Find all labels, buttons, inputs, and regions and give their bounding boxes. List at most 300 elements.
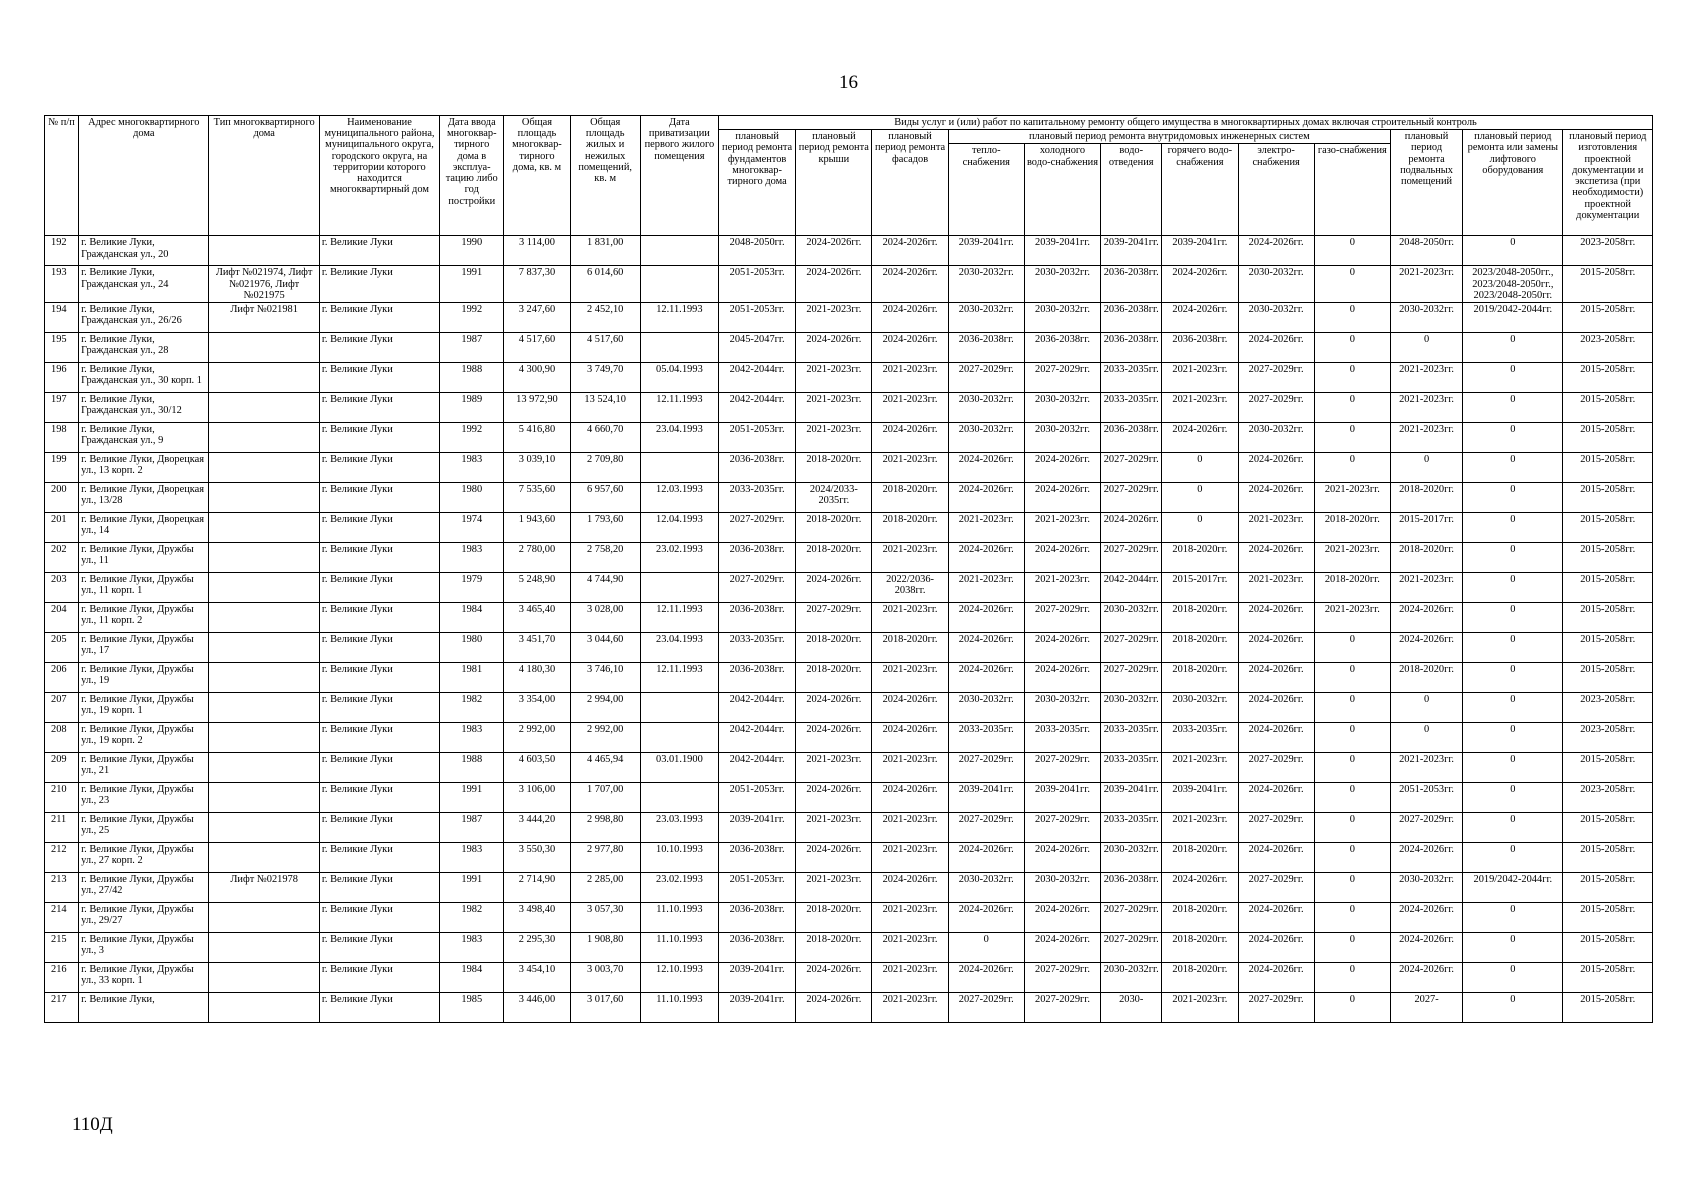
page-number: 16 <box>839 72 858 93</box>
header-cold-water: холодного водо-снабжения <box>1024 144 1100 236</box>
address-cell: г. Великие Луки, Дружбы ул., 29/27 <box>79 903 209 933</box>
gas-period-cell: 0 <box>1314 693 1390 723</box>
total-area-cell: 3 114,00 <box>504 236 570 266</box>
heating-period-cell: 2024-2026гг. <box>948 603 1024 633</box>
type-cell <box>209 573 319 603</box>
hot-water-period-cell: 2021-2023гг. <box>1162 993 1238 1023</box>
gas-period-cell: 0 <box>1314 303 1390 333</box>
address-cell: г. Великие Луки, Гражданская ул., 26/26 <box>79 303 209 333</box>
municipality-cell: г. Великие Луки <box>319 483 439 513</box>
heating-period-cell: 2024-2026гг. <box>948 633 1024 663</box>
foundation-period-cell: 2036-2038гг. <box>719 843 796 873</box>
elevator-period-cell: 0 <box>1463 633 1563 663</box>
living-area-cell: 2 994,00 <box>570 693 640 723</box>
total-area-cell: 5 416,80 <box>504 423 570 453</box>
gas-period-cell: 0 <box>1314 993 1390 1023</box>
header-foundation: плановый период ремонта фундаментов многоквар-тирного дома <box>719 130 796 236</box>
table-row <box>45 603 1653 633</box>
foundation-period-cell: 2042-2044гг. <box>719 363 796 393</box>
roof-period-cell: 2018-2020гг. <box>796 513 872 543</box>
municipality-cell: г. Великие Луки <box>319 723 439 753</box>
heating-period-cell: 2027-2029гг. <box>948 753 1024 783</box>
total-area-cell: 3 446,00 <box>504 993 570 1023</box>
municipality-cell: г. Великие Луки <box>319 873 439 903</box>
foundation-period-cell: 2051-2053гг. <box>719 266 796 303</box>
type-cell <box>209 236 319 266</box>
commission-year-cell: 1991 <box>440 873 504 903</box>
design-docs-period-cell: 2015-2058гг. <box>1563 813 1653 843</box>
electricity-period-cell: 2024-2026гг. <box>1238 693 1314 723</box>
electricity-period-cell: 2024-2026гг. <box>1238 236 1314 266</box>
roof-period-cell: 2021-2023гг. <box>796 813 872 843</box>
facade-period-cell: 2021-2023гг. <box>872 603 948 633</box>
facade-period-cell: 2024-2026гг. <box>872 303 948 333</box>
table-row <box>45 333 1653 363</box>
header-total-area: Общая площадь многоквар-тирного дома, кв. м <box>504 116 570 236</box>
roof-period-cell: 2021-2023гг. <box>796 873 872 903</box>
address-cell: г. Великие Луки, Дружбы ул., 25 <box>79 813 209 843</box>
address-cell: г. Великие Луки, Дружбы ул., 11 корп. 1 <box>79 573 209 603</box>
municipality-cell: г. Великие Луки <box>319 333 439 363</box>
living-area-cell: 2 285,00 <box>570 873 640 903</box>
cold-water-period-cell: 2030-2032гг. <box>1024 303 1100 333</box>
municipality-cell: г. Великие Луки <box>319 393 439 423</box>
privatization-date-cell <box>640 333 718 363</box>
electricity-period-cell: 2027-2029гг. <box>1238 363 1314 393</box>
total-area-cell: 3 451,70 <box>504 633 570 663</box>
heating-period-cell: 2039-2041гг. <box>948 783 1024 813</box>
total-area-cell: 3 106,00 <box>504 783 570 813</box>
commission-year-cell: 1987 <box>440 333 504 363</box>
hot-water-period-cell: 2030-2032гг. <box>1162 693 1238 723</box>
living-area-cell: 2 758,20 <box>570 543 640 573</box>
hot-water-period-cell: 2039-2041гг. <box>1162 236 1238 266</box>
electricity-period-cell: 2030-2032гг. <box>1238 423 1314 453</box>
roof-period-cell: 2018-2020гг. <box>796 633 872 663</box>
sewerage-period-cell: 2039-2041гг. <box>1101 783 1162 813</box>
commission-year-cell: 1992 <box>440 303 504 333</box>
privatization-date-cell: 23.04.1993 <box>640 423 718 453</box>
electricity-period-cell: 2024-2026гг. <box>1238 333 1314 363</box>
foundation-period-cell: 2039-2041гг. <box>719 963 796 993</box>
elevator-period-cell: 0 <box>1463 453 1563 483</box>
table-row <box>45 363 1653 393</box>
total-area-cell: 3 444,20 <box>504 813 570 843</box>
foundation-period-cell: 2036-2038гг. <box>719 543 796 573</box>
hot-water-period-cell: 2033-2035гг. <box>1162 723 1238 753</box>
table-row <box>45 903 1653 933</box>
living-area-cell: 3 028,00 <box>570 603 640 633</box>
total-area-cell: 4 180,30 <box>504 663 570 693</box>
type-cell <box>209 483 319 513</box>
municipality-cell: г. Великие Луки <box>319 303 439 333</box>
hot-water-period-cell: 2018-2020гг. <box>1162 663 1238 693</box>
electricity-period-cell: 2024-2026гг. <box>1238 933 1314 963</box>
privatization-date-cell <box>640 693 718 723</box>
municipality-cell: г. Великие Луки <box>319 693 439 723</box>
hot-water-period-cell: 2018-2020гг. <box>1162 633 1238 663</box>
foundation-period-cell: 2036-2038гг. <box>719 903 796 933</box>
type-cell <box>209 453 319 483</box>
heating-period-cell: 2027-2029гг. <box>948 363 1024 393</box>
foundation-period-cell: 2042-2044гг. <box>719 693 796 723</box>
header-elevator: плановый период ремонта или замены лифтового оборудования <box>1463 130 1563 236</box>
elevator-period-cell: 0 <box>1463 993 1563 1023</box>
address-cell: г. Великие Луки, Гражданская ул., 30/12 <box>79 393 209 423</box>
privatization-date-cell: 23.02.1993 <box>640 543 718 573</box>
electricity-period-cell: 2024-2026гг. <box>1238 543 1314 573</box>
elevator-period-cell: 0 <box>1463 513 1563 543</box>
basement-period-cell: 0 <box>1390 693 1462 723</box>
total-area-cell: 3 550,30 <box>504 843 570 873</box>
address-cell: г. Великие Луки, Гражданская ул., 30 корп. 1 <box>79 363 209 393</box>
basement-period-cell: 2024-2026гг. <box>1390 963 1462 993</box>
commission-year-cell: 1974 <box>440 513 504 543</box>
heating-period-cell: 2039-2041гг. <box>948 236 1024 266</box>
hot-water-period-cell: 2024-2026гг. <box>1162 423 1238 453</box>
municipality-cell: г. Великие Луки <box>319 903 439 933</box>
privatization-date-cell: 23.03.1993 <box>640 813 718 843</box>
type-cell <box>209 783 319 813</box>
commission-year-cell: 1985 <box>440 993 504 1023</box>
cold-water-period-cell: 2027-2029гг. <box>1024 363 1100 393</box>
elevator-period-cell: 2019/2042-2044гг. <box>1463 873 1563 903</box>
basement-period-cell: 2027- <box>1390 993 1462 1023</box>
hot-water-period-cell: 2018-2020гг. <box>1162 963 1238 993</box>
sewerage-period-cell: 2027-2029гг. <box>1101 483 1162 513</box>
address-cell: г. Великие Луки, Дворецкая ул., 13/28 <box>79 483 209 513</box>
municipality-cell: г. Великие Луки <box>319 753 439 783</box>
address-cell: г. Великие Луки, Дружбы ул., 19 корп. 2 <box>79 723 209 753</box>
roof-period-cell: 2018-2020гг. <box>796 903 872 933</box>
municipality-cell: г. Великие Луки <box>319 236 439 266</box>
design-docs-period-cell: 2015-2058гг. <box>1563 993 1653 1023</box>
address-cell: г. Великие Луки, Дружбы ул., 17 <box>79 633 209 663</box>
header-gas: газо-снабжения <box>1314 144 1390 236</box>
row-number-cell: 197 <box>45 393 79 423</box>
total-area-cell: 2 295,30 <box>504 933 570 963</box>
municipality-cell: г. Великие Луки <box>319 663 439 693</box>
sewerage-period-cell: 2033-2035гг. <box>1101 723 1162 753</box>
roof-period-cell: 2024-2026гг. <box>796 266 872 303</box>
municipality-cell: г. Великие Луки <box>319 453 439 483</box>
elevator-period-cell: 0 <box>1463 483 1563 513</box>
privatization-date-cell <box>640 236 718 266</box>
header-num: № п/п <box>45 116 79 236</box>
hot-water-period-cell: 2018-2020гг. <box>1162 843 1238 873</box>
elevator-period-cell: 0 <box>1463 903 1563 933</box>
roof-period-cell: 2018-2020гг. <box>796 663 872 693</box>
electricity-period-cell: 2030-2032гг. <box>1238 303 1314 333</box>
type-cell: Лифт №021974, Лифт №021976, Лифт №021975 <box>209 266 319 303</box>
foundation-period-cell: 2051-2053гг. <box>719 783 796 813</box>
cold-water-period-cell: 2024-2026гг. <box>1024 633 1100 663</box>
total-area-cell: 5 248,90 <box>504 573 570 603</box>
foundation-period-cell: 2036-2038гг. <box>719 933 796 963</box>
sewerage-period-cell: 2033-2035гг. <box>1101 813 1162 843</box>
roof-period-cell: 2027-2029гг. <box>796 603 872 633</box>
hot-water-period-cell: 2024-2026гг. <box>1162 873 1238 903</box>
row-number-cell: 214 <box>45 903 79 933</box>
sewerage-period-cell: 2024-2026гг. <box>1101 513 1162 543</box>
living-area-cell: 4 744,90 <box>570 573 640 603</box>
design-docs-period-cell: 2015-2058гг. <box>1563 543 1653 573</box>
elevator-period-cell: 0 <box>1463 663 1563 693</box>
row-number-cell: 206 <box>45 663 79 693</box>
municipality-cell: г. Великие Луки <box>319 993 439 1023</box>
type-cell <box>209 393 319 423</box>
basement-period-cell: 2018-2020гг. <box>1390 663 1462 693</box>
header-basement: плановый период ремонта подвальных помещений <box>1390 130 1462 236</box>
sewerage-period-cell: 2036-2038гг. <box>1101 303 1162 333</box>
living-area-cell: 1 793,60 <box>570 513 640 543</box>
foundation-period-cell: 2027-2029гг. <box>719 513 796 543</box>
basement-period-cell: 2027-2029гг. <box>1390 813 1462 843</box>
foundation-period-cell: 2033-2035гг. <box>719 483 796 513</box>
type-cell <box>209 543 319 573</box>
header-municipality: Наименование муниципального района, муниципального округа, городского округа, на территории которого находится многоквартирный дом <box>319 116 439 236</box>
commission-year-cell: 1979 <box>440 573 504 603</box>
row-number-cell: 204 <box>45 603 79 633</box>
facade-period-cell: 2022/2036-2038гг. <box>872 573 948 603</box>
electricity-period-cell: 2021-2023гг. <box>1238 513 1314 543</box>
facade-period-cell: 2021-2023гг. <box>872 543 948 573</box>
privatization-date-cell: 12.11.1993 <box>640 663 718 693</box>
address-cell: г. Великие Луки, Гражданская ул., 9 <box>79 423 209 453</box>
commission-year-cell: 1983 <box>440 843 504 873</box>
basement-period-cell: 2024-2026гг. <box>1390 603 1462 633</box>
sewerage-period-cell: 2027-2029гг. <box>1101 543 1162 573</box>
row-number-cell: 205 <box>45 633 79 663</box>
foundation-period-cell: 2039-2041гг. <box>719 993 796 1023</box>
cold-water-period-cell: 2027-2029гг. <box>1024 963 1100 993</box>
municipality-cell: г. Великие Луки <box>319 813 439 843</box>
header-type: Тип многоквартирного дома <box>209 116 319 236</box>
living-area-cell: 3 749,70 <box>570 363 640 393</box>
elevator-period-cell: 0 <box>1463 543 1563 573</box>
table-row <box>45 573 1653 603</box>
table-row <box>45 663 1653 693</box>
table-container <box>44 115 1653 1100</box>
privatization-date-cell: 11.10.1993 <box>640 993 718 1023</box>
basement-period-cell: 2030-2032гг. <box>1390 303 1462 333</box>
total-area-cell: 3 247,60 <box>504 303 570 333</box>
total-area-cell: 2 780,00 <box>504 543 570 573</box>
facade-period-cell: 2024-2026гг. <box>872 693 948 723</box>
row-number-cell: 212 <box>45 843 79 873</box>
foundation-period-cell: 2036-2038гг. <box>719 453 796 483</box>
row-number-cell: 201 <box>45 513 79 543</box>
heating-period-cell: 2021-2023гг. <box>948 573 1024 603</box>
foundation-period-cell: 2042-2044гг. <box>719 393 796 423</box>
basement-period-cell: 2021-2023гг. <box>1390 573 1462 603</box>
sewerage-period-cell: 2027-2029гг. <box>1101 933 1162 963</box>
roof-period-cell: 2024-2026гг. <box>796 573 872 603</box>
total-area-cell: 2 714,90 <box>504 873 570 903</box>
sewerage-period-cell: 2036-2038гг. <box>1101 266 1162 303</box>
type-cell <box>209 633 319 663</box>
electricity-period-cell: 2027-2029гг. <box>1238 993 1314 1023</box>
type-cell <box>209 813 319 843</box>
facade-period-cell: 2021-2023гг. <box>872 843 948 873</box>
living-area-cell: 4 465,94 <box>570 753 640 783</box>
table-row <box>45 483 1653 513</box>
roof-period-cell: 2018-2020гг. <box>796 453 872 483</box>
gas-period-cell: 0 <box>1314 453 1390 483</box>
commission-year-cell: 1984 <box>440 963 504 993</box>
design-docs-period-cell: 2015-2058гг. <box>1563 363 1653 393</box>
header-facade: плановый период ремонта фасадов <box>872 130 948 236</box>
type-cell <box>209 663 319 693</box>
row-number-cell: 192 <box>45 236 79 266</box>
address-cell: г. Великие Луки, Дружбы ул., 11 корп. 2 <box>79 603 209 633</box>
living-area-cell: 3 044,60 <box>570 633 640 663</box>
basement-period-cell: 2024-2026гг. <box>1390 903 1462 933</box>
facade-period-cell: 2024-2026гг. <box>872 723 948 753</box>
sewerage-period-cell: 2030-2032гг. <box>1101 603 1162 633</box>
roof-period-cell: 2024/2033-2035гг. <box>796 483 872 513</box>
address-cell: г. Великие Луки, Дружбы ул., 21 <box>79 753 209 783</box>
design-docs-period-cell: 2015-2058гг. <box>1563 603 1653 633</box>
type-cell <box>209 363 319 393</box>
cold-water-period-cell: 2039-2041гг. <box>1024 236 1100 266</box>
address-cell: г. Великие Луки, Дружбы ул., 27/42 <box>79 873 209 903</box>
elevator-period-cell: 0 <box>1463 783 1563 813</box>
basement-period-cell: 2024-2026гг. <box>1390 843 1462 873</box>
header-roof: плановый период ремонта крыши <box>796 130 872 236</box>
design-docs-period-cell: 2015-2058гг. <box>1563 933 1653 963</box>
gas-period-cell: 0 <box>1314 843 1390 873</box>
commission-year-cell: 1982 <box>440 903 504 933</box>
design-docs-period-cell: 2015-2058гг. <box>1563 873 1653 903</box>
type-cell <box>209 993 319 1023</box>
total-area-cell: 3 498,40 <box>504 903 570 933</box>
heating-period-cell: 2030-2032гг. <box>948 873 1024 903</box>
total-area-cell: 4 300,90 <box>504 363 570 393</box>
elevator-period-cell: 0 <box>1463 753 1563 783</box>
living-area-cell: 2 992,00 <box>570 723 640 753</box>
header-living-area: Общая площадь жилых и нежилых помещений, кв. м <box>570 116 640 236</box>
heating-period-cell: 2021-2023гг. <box>948 513 1024 543</box>
foundation-period-cell: 2051-2053гг. <box>719 873 796 903</box>
total-area-cell: 1 943,60 <box>504 513 570 543</box>
gas-period-cell: 0 <box>1314 723 1390 753</box>
municipality-cell: г. Великие Луки <box>319 963 439 993</box>
privatization-date-cell: 12.11.1993 <box>640 303 718 333</box>
facade-period-cell: 2021-2023гг. <box>872 903 948 933</box>
privatization-date-cell: 12.03.1993 <box>640 483 718 513</box>
foundation-period-cell: 2027-2029гг. <box>719 573 796 603</box>
privatization-date-cell: 05.04.1993 <box>640 363 718 393</box>
type-cell <box>209 693 319 723</box>
electricity-period-cell: 2021-2023гг. <box>1238 573 1314 603</box>
roof-period-cell: 2024-2026гг. <box>796 843 872 873</box>
total-area-cell: 2 992,00 <box>504 723 570 753</box>
roof-period-cell: 2024-2026гг. <box>796 963 872 993</box>
gas-period-cell: 0 <box>1314 423 1390 453</box>
table-row <box>45 303 1653 333</box>
table-row <box>45 993 1653 1023</box>
hot-water-period-cell: 2021-2023гг. <box>1162 813 1238 843</box>
basement-period-cell: 2021-2023гг. <box>1390 363 1462 393</box>
heating-period-cell: 2027-2029гг. <box>948 993 1024 1023</box>
type-cell: Лифт №021981 <box>209 303 319 333</box>
elevator-period-cell: 0 <box>1463 236 1563 266</box>
elevator-period-cell: 2023/2048-2050гг., 2023/2048-2050гг., 2023/2048-2050гг. <box>1463 266 1563 303</box>
basement-period-cell: 2021-2023гг. <box>1390 753 1462 783</box>
living-area-cell: 2 977,80 <box>570 843 640 873</box>
commission-year-cell: 1992 <box>440 423 504 453</box>
table-row <box>45 236 1653 266</box>
header-sewerage: водо-отведения <box>1101 144 1162 236</box>
electricity-period-cell: 2027-2029гг. <box>1238 813 1314 843</box>
basement-period-cell: 2051-2053гг. <box>1390 783 1462 813</box>
row-number-cell: 215 <box>45 933 79 963</box>
roof-period-cell: 2021-2023гг. <box>796 303 872 333</box>
hot-water-period-cell: 2018-2020гг. <box>1162 603 1238 633</box>
municipality-cell: г. Великие Луки <box>319 603 439 633</box>
header-hot-water: горячего водо-снабжения <box>1162 144 1238 236</box>
commission-year-cell: 1989 <box>440 393 504 423</box>
living-area-cell: 4 660,70 <box>570 423 640 453</box>
table-body <box>45 236 1653 1023</box>
heating-period-cell: 2024-2026гг. <box>948 903 1024 933</box>
privatization-date-cell <box>640 723 718 753</box>
privatization-date-cell: 12.10.1993 <box>640 963 718 993</box>
row-number-cell: 195 <box>45 333 79 363</box>
living-area-cell: 3 017,60 <box>570 993 640 1023</box>
sewerage-period-cell: 2030-2032гг. <box>1101 693 1162 723</box>
sewerage-period-cell: 2033-2035гг. <box>1101 753 1162 783</box>
electricity-period-cell: 2024-2026гг. <box>1238 723 1314 753</box>
elevator-period-cell: 0 <box>1463 963 1563 993</box>
row-number-cell: 209 <box>45 753 79 783</box>
cold-water-period-cell: 2027-2029гг. <box>1024 993 1100 1023</box>
municipality-cell: г. Великие Луки <box>319 933 439 963</box>
commission-year-cell: 1983 <box>440 543 504 573</box>
basement-period-cell: 2030-2032гг. <box>1390 873 1462 903</box>
basement-period-cell: 2018-2020гг. <box>1390 543 1462 573</box>
basement-period-cell: 2021-2023гг. <box>1390 266 1462 303</box>
address-cell: г. Великие Луки, Дружбы ул., 27 корп. 2 <box>79 843 209 873</box>
sewerage-period-cell: 2036-2038гг. <box>1101 873 1162 903</box>
type-cell <box>209 933 319 963</box>
roof-period-cell: 2018-2020гг. <box>796 543 872 573</box>
privatization-date-cell <box>640 266 718 303</box>
basement-period-cell: 2024-2026гг. <box>1390 933 1462 963</box>
total-area-cell: 3 465,40 <box>504 603 570 633</box>
row-number-cell: 203 <box>45 573 79 603</box>
sewerage-period-cell: 2027-2029гг. <box>1101 903 1162 933</box>
privatization-date-cell <box>640 783 718 813</box>
living-area-cell: 3 057,30 <box>570 903 640 933</box>
heating-period-cell: 2030-2032гг. <box>948 423 1024 453</box>
gas-period-cell: 0 <box>1314 963 1390 993</box>
privatization-date-cell: 23.02.1993 <box>640 873 718 903</box>
sewerage-period-cell: 2033-2035гг. <box>1101 363 1162 393</box>
living-area-cell: 2 452,10 <box>570 303 640 333</box>
header-address: Адрес многоквартирного дома <box>79 116 209 236</box>
gas-period-cell: 2018-2020гг. <box>1314 573 1390 603</box>
design-docs-period-cell: 2023-2058гг. <box>1563 236 1653 266</box>
facade-period-cell: 2018-2020гг. <box>872 513 948 543</box>
design-docs-period-cell: 2015-2058гг. <box>1563 423 1653 453</box>
row-number-cell: 194 <box>45 303 79 333</box>
row-number-cell: 196 <box>45 363 79 393</box>
address-cell: г. Великие Луки, Дружбы ул., 3 <box>79 933 209 963</box>
header-commission-date: Дата ввода многоквар-тирного дома в эксплуа-тацию либо год постройки <box>440 116 504 236</box>
commission-year-cell: 1980 <box>440 483 504 513</box>
